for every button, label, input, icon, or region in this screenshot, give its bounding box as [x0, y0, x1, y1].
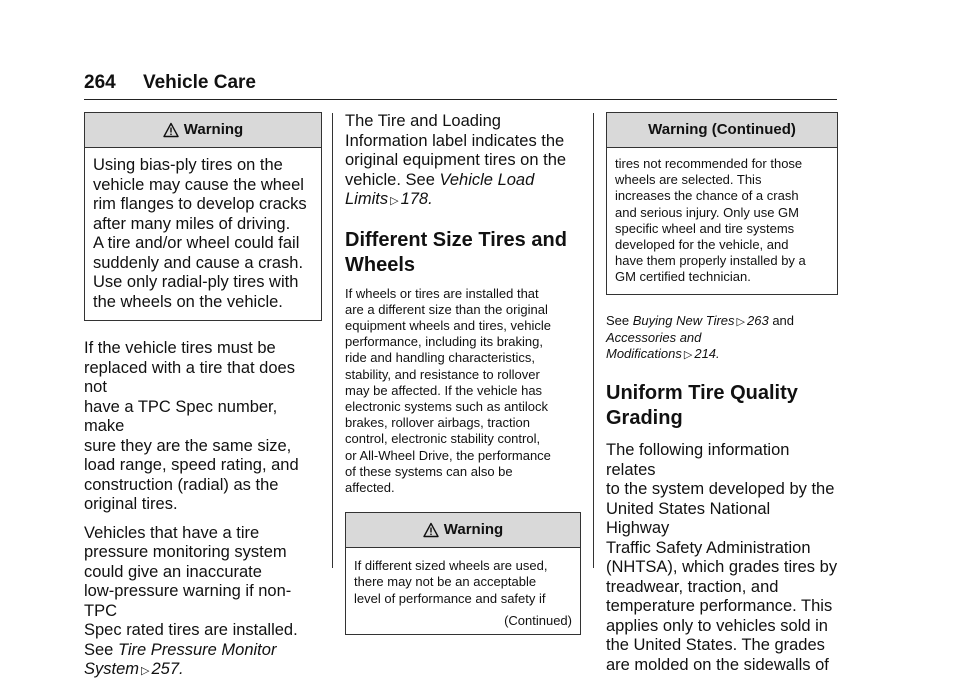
- ref-buying-tires-link[interactable]: Buying New Tires: [632, 312, 735, 328]
- text-line: temperature performance. This: [606, 597, 833, 616]
- text-line: ride and handling characteristics,: [345, 350, 536, 366]
- continued-label: (Continued): [504, 612, 572, 628]
- text-line: have them properly installed by a: [615, 253, 806, 269]
- ref-vehicle-load-link[interactable]: Vehicle Load: [439, 170, 535, 189]
- heading-line: Grading: [606, 407, 683, 430]
- text-line: treadwear, traction, and: [606, 577, 779, 596]
- column-3: [606, 112, 838, 675]
- text-line: may be affected. If the vehicle has: [345, 382, 543, 398]
- warning-text: [607, 148, 837, 294]
- text-line: Use only radial-ply tires with: [93, 273, 299, 291]
- page-reference-arrow-icon: ▷: [683, 349, 693, 362]
- page-number: 264: [84, 72, 116, 93]
- text-line: [84, 660, 322, 682]
- text-line: could give an inaccurate: [84, 562, 262, 581]
- text-line: Information label indicates the: [345, 131, 565, 150]
- ref-tpms-link[interactable]: Tire Pressure Monitor: [117, 640, 277, 659]
- warning-title: Warning (Continued): [648, 121, 796, 138]
- heading-line: Different Size Tires and: [345, 228, 567, 251]
- text-line: construction (radial) as the: [84, 475, 279, 494]
- text-line: The following information relates: [606, 441, 790, 479]
- text-line: [606, 346, 838, 363]
- text-line: [606, 330, 838, 346]
- text-line: original tires.: [84, 495, 178, 513]
- paragraph-utqg: [606, 441, 838, 675]
- text-line: load range, speed rating, and: [84, 456, 299, 474]
- text-line: [345, 171, 581, 191]
- text-line: developed for the vehicle, and: [615, 237, 789, 253]
- text-line: [345, 190, 581, 212]
- text-line: low-pressure warning if non-TPC: [84, 582, 292, 620]
- text-line: If wheels or tires are installed that: [345, 285, 539, 301]
- page-header: [84, 72, 256, 94]
- ref-page-number[interactable]: 178.: [400, 190, 433, 208]
- text-line: Spec rated tires are installed.: [84, 621, 298, 639]
- text-line: If the vehicle tires must be: [84, 339, 276, 357]
- text-line: the wheels on the vehicle.: [93, 292, 283, 311]
- heading-line: Wheels: [345, 253, 416, 276]
- text-line: or All-Wheel Drive, the performance: [345, 447, 551, 463]
- ref-page-number[interactable]: 263: [747, 312, 769, 328]
- text-line: wheels are selected. This: [615, 172, 762, 188]
- paragraph-see-also: [606, 313, 838, 364]
- paragraph-different-size: [345, 286, 581, 497]
- text-line: performance, including its braking,: [345, 334, 543, 350]
- text-line: A tire and/or wheel could fail: [93, 234, 300, 252]
- page-reference-arrow-icon: ▷: [736, 315, 745, 328]
- page-reference-arrow-icon: ▷: [141, 665, 150, 677]
- heading-line: Uniform Tire Quality: [606, 382, 798, 405]
- text-line: control, electronic stability control,: [345, 431, 541, 447]
- paragraph-tpms: [84, 524, 322, 682]
- text-line: stability, and resistance to rollover: [345, 366, 540, 382]
- warning-header: [85, 113, 321, 148]
- text-line: suddenly and cause a crash.: [93, 253, 304, 272]
- text-line: tires not recommended for those: [615, 156, 803, 171]
- text-line: The Tire and Loading: [345, 112, 501, 130]
- text-line: original equipment tires on the: [345, 151, 567, 169]
- text-line: of these systems can also be: [345, 463, 513, 479]
- warning-box-bias-ply: [84, 112, 322, 321]
- text-line: after many miles of driving.: [93, 214, 291, 233]
- column-2: [345, 112, 581, 635]
- text-line: GM certified technician.: [615, 269, 751, 285]
- warning-triangle-icon: [163, 122, 179, 138]
- text-line: Vehicles that have a tire: [84, 523, 260, 542]
- ref-page-number[interactable]: 257.: [151, 660, 184, 678]
- text-line: electronic systems such as antilock: [345, 398, 549, 414]
- text-line: are molded on the sidewalls of: [606, 655, 829, 674]
- text-line: replaced with a tire that does not: [84, 358, 295, 396]
- text-line: affected.: [345, 479, 395, 495]
- and-word: and: [772, 312, 795, 328]
- header-rule: [84, 99, 837, 100]
- warning-title: Warning: [183, 121, 244, 138]
- text-line: level of performance and safety if: [354, 590, 546, 606]
- text-line: [606, 313, 838, 330]
- text-line: (NHTSA), which grades tires by: [606, 558, 838, 577]
- warning-text: [346, 548, 580, 634]
- page-reference-arrow-icon: ▷: [390, 195, 399, 207]
- text-line: are a different size than the original: [345, 301, 548, 317]
- text-line: Using bias-ply tires on the: [93, 156, 283, 174]
- text-line: vehicle may cause the wheel: [93, 175, 304, 194]
- text-line: the United States. The grades: [606, 636, 825, 655]
- text-line: specific wheel and tire systems: [615, 220, 795, 236]
- ref-page-number[interactable]: 214.: [694, 346, 720, 362]
- warning-box-different-size: [345, 512, 581, 635]
- see-word: See: [606, 312, 630, 328]
- text-line: there may not be an acceptable: [354, 574, 537, 590]
- paragraph-loading-label: [345, 112, 581, 212]
- ref-vehicle-load-link-cont[interactable]: Limits: [345, 190, 389, 208]
- text-line: rim flanges to develop cracks: [93, 195, 307, 213]
- text-line: and serious injury. Only use GM: [615, 204, 799, 220]
- text-line: have a TPC Spec number, make: [84, 397, 278, 435]
- see-word: See: [84, 640, 114, 659]
- text-span: vehicle. See: [345, 170, 435, 189]
- text-line: If different sized wheels are used,: [354, 558, 548, 574]
- text-line: brakes, rollover airbags, traction: [345, 415, 530, 431]
- column-divider-2: [593, 113, 594, 568]
- paragraph-tpc-spec: [84, 339, 322, 515]
- text-line: [84, 641, 322, 661]
- text-line: pressure monitoring system: [84, 543, 287, 561]
- warning-box-continued: [606, 112, 838, 295]
- text-line: increases the chance of a crash: [615, 188, 799, 204]
- section-title: Vehicle Care: [142, 72, 257, 93]
- ref-accessories-link[interactable]: Accessories and: [606, 329, 702, 345]
- section-heading-different-size: [345, 228, 581, 278]
- ref-tpms-link-cont[interactable]: System: [84, 660, 140, 678]
- text-line: applies only to vehicles sold in: [606, 616, 828, 635]
- warning-header: [607, 113, 837, 148]
- text-line: to the system developed by the: [606, 480, 835, 499]
- warning-header: [346, 513, 580, 548]
- text-line: Traffic Safety Administration: [606, 538, 811, 557]
- text-line: sure they are the same size,: [84, 436, 292, 455]
- warning-triangle-icon: [423, 522, 439, 538]
- column-divider-1: [332, 113, 333, 568]
- text-line: equipment wheels and tires, vehicle: [345, 317, 551, 333]
- ref-accessories-link-cont[interactable]: Modifications: [606, 346, 682, 362]
- text-line: United States National Highway: [606, 499, 771, 538]
- warning-text: [85, 148, 321, 320]
- column-1: [84, 112, 322, 682]
- warning-title: Warning: [443, 521, 504, 539]
- section-heading-utqg: [606, 381, 838, 431]
